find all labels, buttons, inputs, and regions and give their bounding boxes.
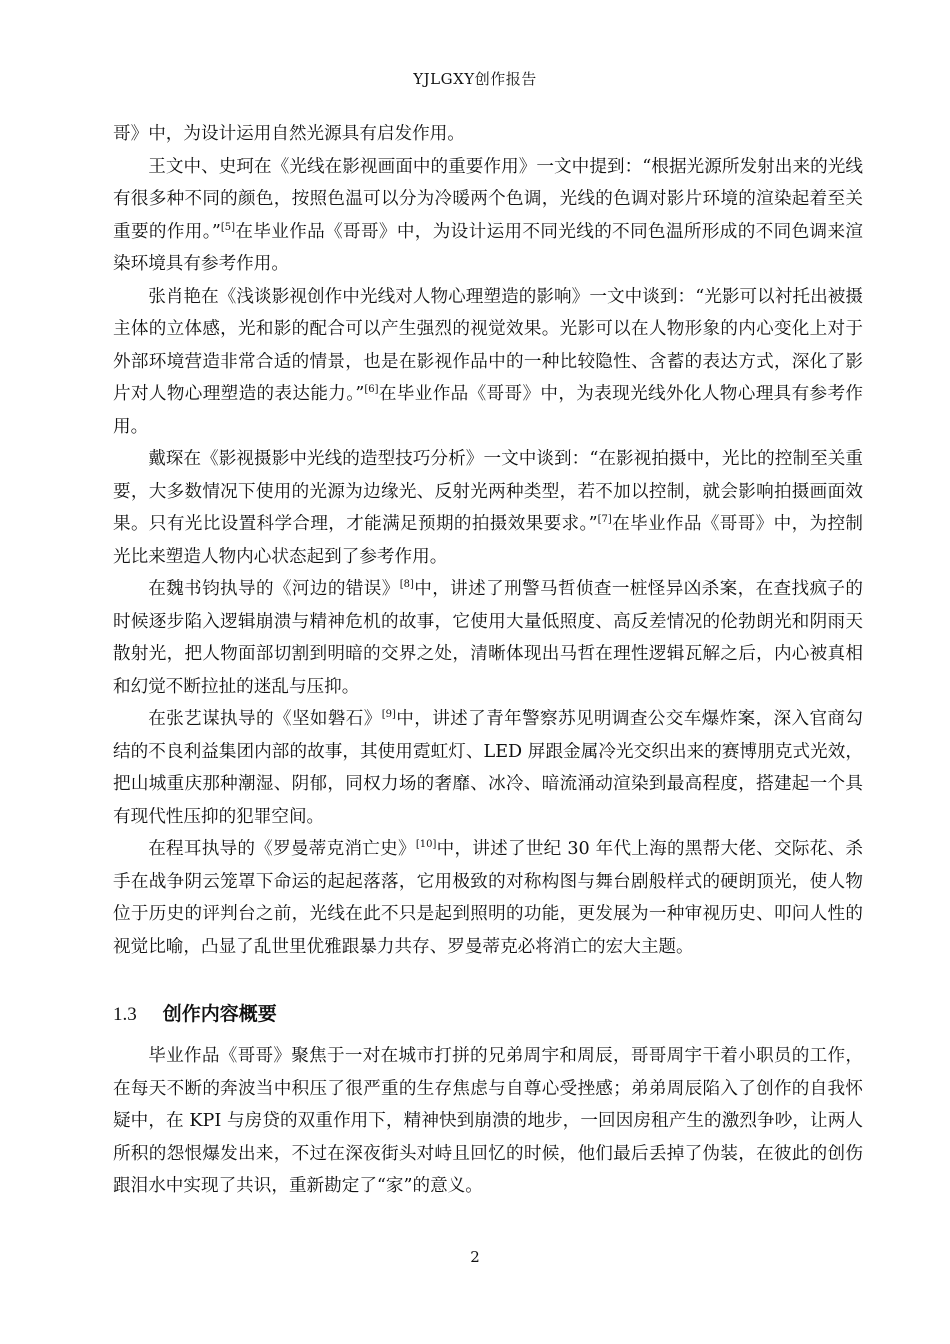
citation-ref: [6] [364,384,379,395]
paragraph-romantic-history [113,833,863,963]
citation-ref: [10] [415,839,437,850]
paragraph-text: 在程耳执导的《罗曼蒂克消亡史》 [148,839,416,859]
citation-ref: [5] [220,221,236,233]
paragraph-text: 戴琛在《影视摄影中光线的造型技巧分析》一文中谈到：“在影视拍摄中，光比的控制至关重要，大多数情况下使用的光源为边缘光、反射光两种类型，若不加以控制，就会影响拍摄画面效果。只有光比设置科学合理，才能满足预期的拍摄效果要求。” [113,449,863,534]
page-number: 2 [470,1248,480,1266]
section-heading [113,999,863,1030]
page-header: YJLGXY创作报告 [413,70,537,88]
paragraph-under-the-light [113,703,863,833]
paragraph-wang-wenzhong [113,151,863,281]
document-body [113,118,863,1203]
paragraph-dai-chen [113,443,863,573]
citation-ref: [9] [381,709,396,720]
paragraph-continued: 哥》中，为设计运用自然光源具有启发作用。 [113,124,465,144]
paragraph-text: 张肖艳在《浅谈影视创作中光线对人物心理塑造的影响》一文中谈到：“光影可以衬托出被摄主体的立体感，光和影的配合可以产生强烈的视觉效果。光影可以在人物形象的内心变化上对于外部环境营造非常合适的情景，也是在影视作品中的一种比较隐性、含蓄的表达方式，深化了影片对人物心理塑造的表达能力。” [113,286,863,404]
paragraph-text: 在毕业作品《哥哥》中，为设计运用不同光线的不同色温所形成的不同色调来渲染环境具有参考作用。 [113,221,863,274]
paragraph-text: 中，讲述了世纪 30 年代上海的黑帮大佬、交际花、杀手在战争阴云笼罩下命运的起起落落，它用极致的对称构图与舞台剧般样式的硬朗顶光，使人物位于历史的评判台之前，光线在此不只是起到照明的功能，更发展为一种审视历史、叩问人性的视觉比喻，凸显了乱世里优雅跟暴力共存、罗曼蒂克必将消亡的宏大主题。 [113,839,863,957]
citation-ref: [7] [597,514,612,525]
paragraph-river-mistake [113,573,863,703]
paragraph-content-summary: 毕业作品《哥哥》聚焦于一对在城市打拼的兄弟周宇和周辰，哥哥周宇干着小职员的工作，在每天不断的奔波当中积压了很严重的生存焦虑与自尊心受挫感；弟弟周辰陷入了创作的自我怀疑中，在 KPI 与房贷的双重作用下，精神快到崩溃的地步，一回因房租产生的激烈争吵，让两人所积的怨恨爆发出来，不过在深夜街头对峙且回忆的时候，他们最后丢掉了伪装，在彼此的创伤跟泪水中实现了共识，重新勘定了“家”的意义。 [113,1046,863,1196]
citation-ref: [8] [399,579,414,590]
paragraph-text: 王文中、史珂在《光线在影视画面中的重要作用》一文中提到：“根据光源所发射出来的光线有很多种不同的颜色，按照色温可以分为冷暖两个色调，光线的色调对影片环境的渲染起着至关重要的作用。” [113,156,863,242]
paragraph-text: 在张艺谋执导的《坚如磐石》 [148,709,382,729]
section-number: 1.3 [113,1004,137,1025]
paragraph-zhang-xiaoyan [113,281,863,444]
paragraph-text: 中，讲述了青年警察苏见明调查公交车爆炸案，深入官商勾结的不良利益集团内部的故事，其使用霓虹灯、LED 屏跟金属冷光交织出来的赛博朋克式光效，把山城重庆那种潮湿、阴郁，同权力场的奢靡、冰冷、暗流涌动渲染到最高程度，搭建起一个具有现代性压抑的犯罪空间。 [113,709,863,827]
paragraph-text: 在魏书钧执导的《河边的错误》 [148,579,400,599]
paragraph-text: 中，讲述了刑警马哲侦查一桩怪异凶杀案，在查找疯子的时候逐步陷入逻辑崩溃与精神危机的故事，它使用大量低照度、高反差情况的伦勃朗光和阴雨天散射光，把人物面部切割到明暗的交界之处，清晰体现出马哲在理性逻辑瓦解之后，内心被真相和幻觉不断拉扯的迷乱与压抑。 [113,579,863,697]
paragraph-text: 在毕业作品《哥哥》中，为控制光比来塑造人物内心状态起到了参考作用。 [113,514,863,567]
section-title: 创作内容概要 [162,1003,277,1025]
paragraph-text: 在毕业作品《哥哥》中，为表现光线外化人物心理具有参考作用。 [113,384,863,437]
